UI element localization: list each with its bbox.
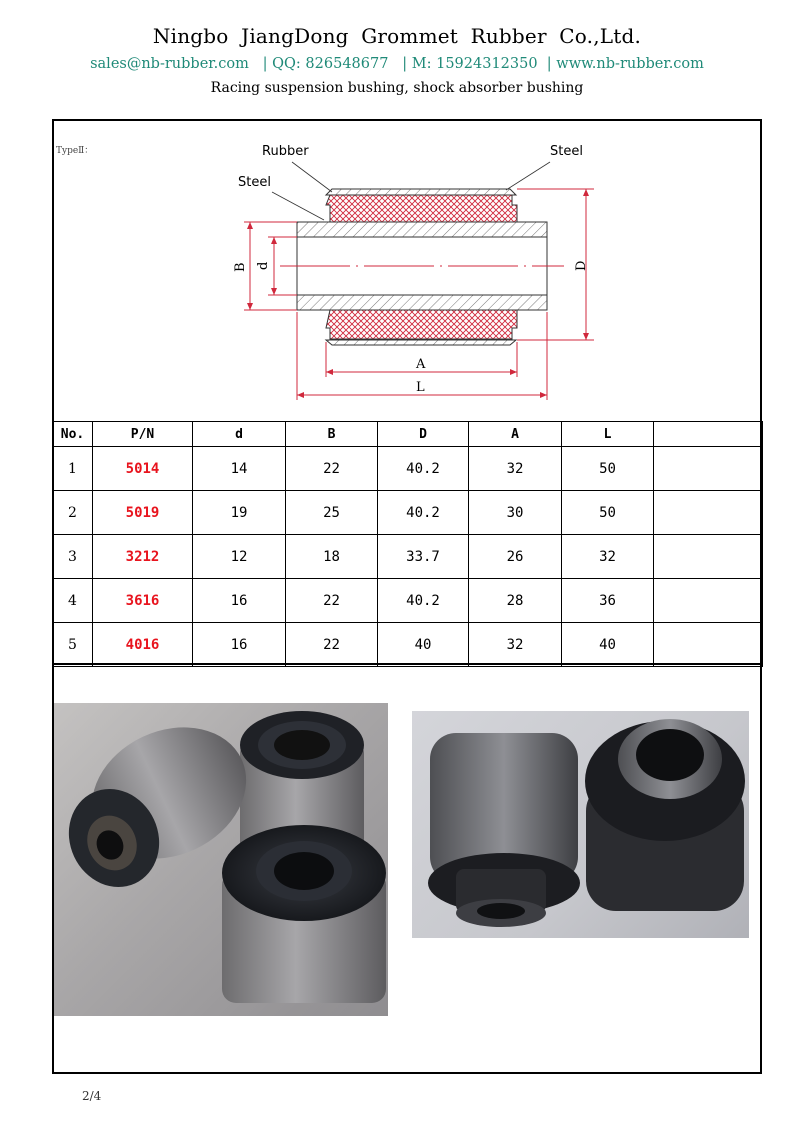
dim-label-D: D	[574, 260, 589, 271]
bushing-cross-section-diagram	[220, 132, 600, 404]
cell-extra	[654, 579, 763, 623]
cell-pn: 3616	[93, 579, 193, 623]
cell-D: 40	[378, 623, 469, 667]
table-bottom-divider	[52, 663, 762, 665]
cell-L: 32	[562, 535, 654, 579]
page-number: 2/4	[82, 1089, 102, 1103]
label-steel-left: Steel	[238, 175, 271, 190]
cell-d: 14	[193, 447, 286, 491]
header-d: d	[193, 422, 286, 447]
cell-d: 16	[193, 579, 286, 623]
cell-pn: 5014	[93, 447, 193, 491]
cell-D: 40.2	[378, 579, 469, 623]
header-pn: P/N	[93, 422, 193, 447]
cell-A: 32	[469, 623, 562, 667]
cell-extra	[654, 491, 763, 535]
cell-D: 40.2	[378, 491, 469, 535]
cell-pn: 5019	[93, 491, 193, 535]
cell-L: 50	[562, 491, 654, 535]
contact-line: sales@nb-rubber.com | QQ: 826548677 | M: 15924312350 | www.nb-rubber.com	[90, 56, 704, 72]
label-rubber: Rubber	[262, 144, 309, 159]
dim-label-A: A	[416, 357, 426, 372]
cell-A: 30	[469, 491, 562, 535]
cell-no: 1	[53, 447, 93, 491]
cell-L: 36	[562, 579, 654, 623]
product-subtitle: Racing suspension bushing, shock absorber bushing	[210, 80, 584, 96]
header-L: L	[562, 422, 654, 447]
rubber-layer	[326, 195, 517, 339]
spec-table	[52, 421, 763, 667]
product-photo-three-bushings	[54, 703, 388, 1016]
table-row	[53, 491, 763, 535]
cell-extra	[654, 623, 763, 667]
cell-d: 19	[193, 491, 286, 535]
type-label: TypeⅡ：	[56, 146, 94, 156]
header-no: No.	[53, 422, 93, 447]
header-B: B	[286, 422, 378, 447]
cell-no: 4	[53, 579, 93, 623]
header-A: A	[469, 422, 562, 447]
company-name: Ningbo JiangDong Grommet Rubber Co.,Ltd.	[152, 24, 642, 48]
cell-L: 40	[562, 623, 654, 667]
cell-no: 5	[53, 623, 93, 667]
dim-label-L: L	[416, 380, 425, 395]
cell-extra	[654, 535, 763, 579]
cell-B: 22	[286, 447, 378, 491]
cell-L: 50	[562, 447, 654, 491]
cell-d: 16	[193, 623, 286, 667]
cell-B: 25	[286, 491, 378, 535]
table-row	[53, 579, 763, 623]
cell-A: 28	[469, 579, 562, 623]
cell-B: 18	[286, 535, 378, 579]
cell-d: 12	[193, 535, 286, 579]
product-photo-two-bushings	[412, 711, 749, 938]
table-header-row	[53, 422, 763, 447]
cell-no: 3	[53, 535, 93, 579]
cell-D: 40.2	[378, 447, 469, 491]
cell-pn: 4016	[93, 623, 193, 667]
header-extra	[654, 422, 763, 447]
cell-B: 22	[286, 623, 378, 667]
table-row	[53, 447, 763, 491]
header-D: D	[378, 422, 469, 447]
cell-pn: 3212	[93, 535, 193, 579]
dim-label-B: B	[233, 262, 248, 272]
cell-D: 33.7	[378, 535, 469, 579]
cell-no: 2	[53, 491, 93, 535]
cell-B: 22	[286, 579, 378, 623]
table-row	[53, 535, 763, 579]
dim-label-d: d	[256, 261, 271, 270]
cell-A: 32	[469, 447, 562, 491]
cell-A: 26	[469, 535, 562, 579]
cell-extra	[654, 447, 763, 491]
label-steel-top: Steel	[550, 144, 583, 159]
table-row	[53, 623, 763, 667]
